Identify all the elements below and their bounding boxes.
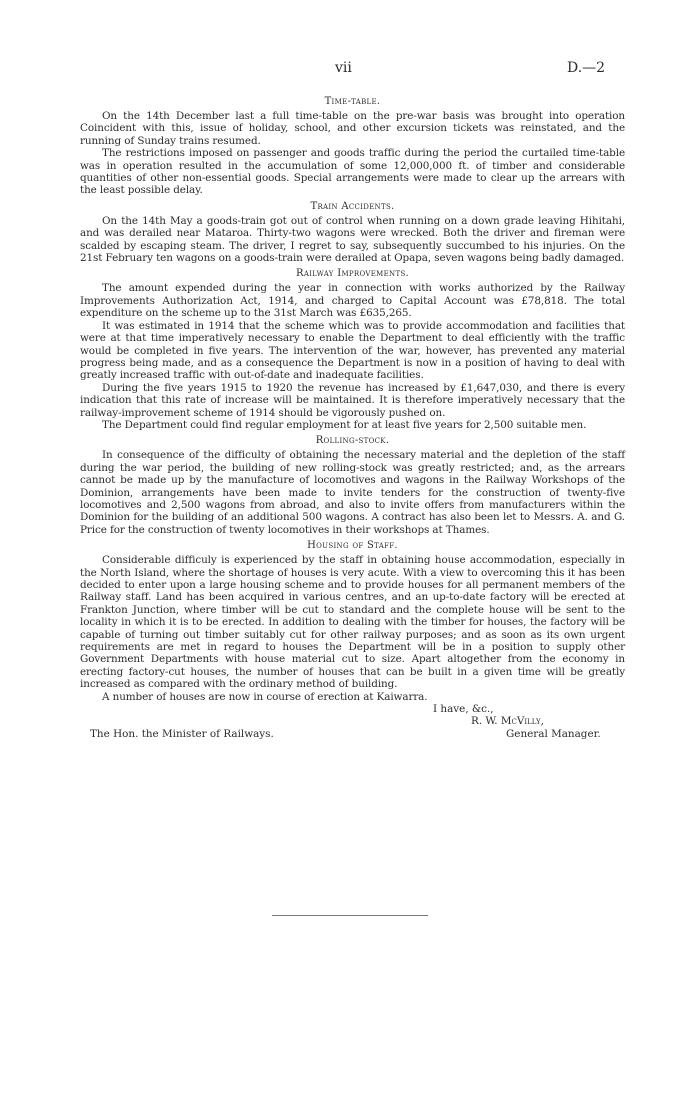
paragraph: The restrictions imposed on passenger and goods traffic during the period the curtailed time-table was in operation resulted in the accumulation of some 12,000,000 ft. of timber and considerable quantities of other non-essential goods. Special arrangements were made to clear up the arrears with the least possible delay. xyxy=(80,147,625,197)
signature-name: R. W. McVilly, xyxy=(471,715,544,728)
section-heading: Rolling-stock. xyxy=(315,435,390,447)
end-rule xyxy=(272,915,428,916)
section-heading: Housing of Staff. xyxy=(307,540,398,552)
addressee: The Hon. the Minister of Railways. xyxy=(90,727,274,740)
paragraph: The Department could find regular employment for at least five years for 2,500 suitable men. xyxy=(102,418,587,431)
signature-block xyxy=(80,703,625,755)
paragraph: In consequence of the difficulty of obtaining the necessary material and the depletion of the staff during the war period, the building of new rolling-stock was greatly restricted; and, as the arrears cannot be made up by the manufacture of locomotives and wagons in the Railway Workshops of the Dominion, arrangements have been made to invite tenders for the construction of twenty-five locomotives and 2,500 wagons from abroad, and also to invite offers from manufacturers within the Dominion for the building of an additional 500 wagons. A contract has also been let to Messrs. A. and G. Price for the construction of twenty locomotives in their workshops at Thames. xyxy=(80,449,625,536)
section-time-table xyxy=(80,95,625,197)
paragraph: It was estimated in 1914 that the scheme which was to provide accommodation and facilities that were at that time imperatively necessary to enable the Department to deal efficiently with the traffic would be completed in five years. The intervention of the war, however, has prevented any material progress being made, and as a consequence the Department is now in a position of having to deal with greatly increased traffic with out-of-date and inadequate facilities. xyxy=(80,319,625,382)
paragraph: Considerable difficuly is experienced by the staff in obtaining house accommodation, especially in the North Island, where the shortage of houses is very acute. With a view to overcoming this it has been decided to enter upon a large housing scheme and to provide houses for all permanent members of the Railway staff. Land has been acquired in various centres, and an up-to-date factory will be erected at Frankton Junction, where timber will be cut to standard and the complete house will be sent to the locality in which it is to be erected. In addition to dealing with the timber for houses, the factory will be capable of turning out timber suitably cut for other railway purposes; and as soon as its own urgent requirements are met in regard to houses the Department will be in a position to supply other Government Departments with house material cut to size. Apart altogether from the economy in erecting factory-cut houses, the number of houses that can be built in a given time will be greatly increased as compared with the ordinary method of building. xyxy=(80,554,625,691)
section-rolling-stock xyxy=(80,434,625,536)
section-heading: Train Accidents. xyxy=(310,200,395,212)
paragraph: A number of houses are now in course of erection at Kaiwarra. xyxy=(102,690,428,703)
paragraph: The amount expended during the year in connection with works authorized by the Railway Improvements Authorization Act, 1914, and charged to Capital Account was £78,818. The total expenditure on the scheme up to the 31st March was £635,265. xyxy=(80,282,625,320)
signature-title: General Manager. xyxy=(506,727,601,740)
section-railway-improvements xyxy=(80,267,625,431)
paragraph: On the 14th May a goods-train got out of control when running on a down grade leaving Hihitahi, and was derailed near Mataroa. Thirty-two wagons were wrecked. Both the driver and fireman were scalded by escaping steam. The driver, I regret to say, subsequently succumbed to his injuries. On the 21st February ten wagons on a goods-train were derailed at Opapa, seven wagons being badly damaged. xyxy=(80,214,625,265)
signature-closing: I have, &c., xyxy=(433,703,494,716)
section-heading: Time-table. xyxy=(324,96,381,107)
paragraph: On the 14th December last a full time-table on the pre-war basis was brought into operation Coincident with this, issue of holiday, school, and other excursion tickets was reinstated, and the running of Sunday trains resumed. xyxy=(80,110,625,147)
section-train-accidents xyxy=(80,200,625,265)
section-housing-of-staff xyxy=(80,539,625,703)
document-reference: D.—2 xyxy=(567,60,606,76)
section-heading: Railway Improvements. xyxy=(295,268,410,280)
paragraph: During the five years 1915 to 1920 the revenue has increased by £1,647,030, and there is every indication that this rate of increase will be maintained. It is therefore imperatively necessary that the railway-improvement scheme of 1914 should be vigorously pushed on. xyxy=(80,381,625,419)
page-number: vii xyxy=(335,60,352,76)
document-body xyxy=(80,66,625,755)
